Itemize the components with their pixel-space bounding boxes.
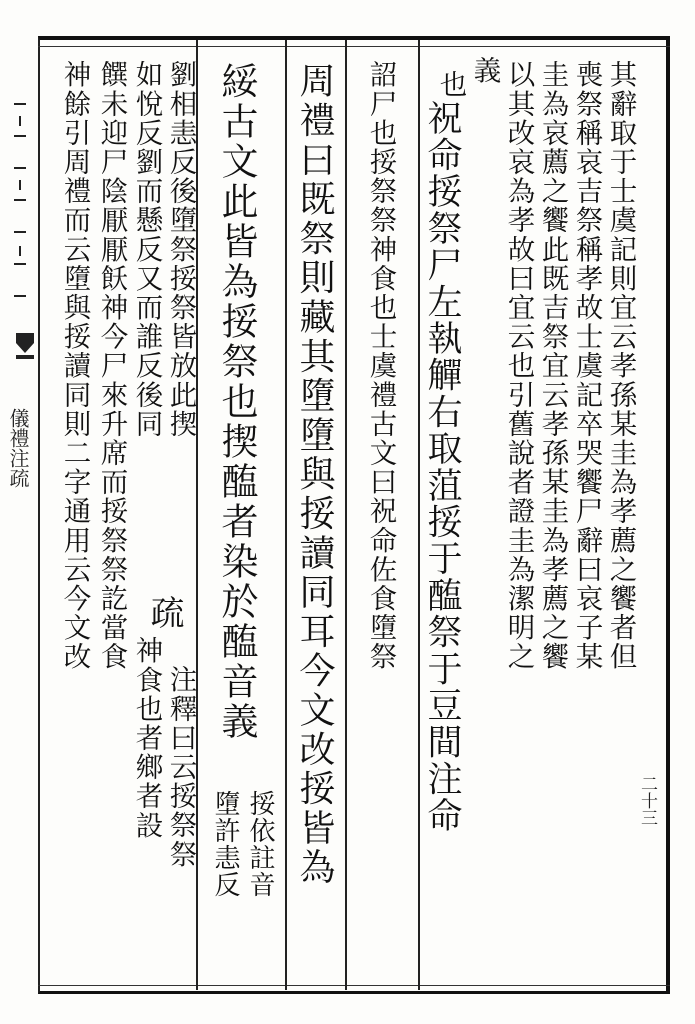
text-column: 其辭取于士虞記則宜云孝孫某圭為孝薦之饗者但 (604, 60, 637, 672)
column-rule (285, 40, 287, 990)
text-column-main: 綏古文此皆為挼祭也揳醢者染於醢音義 (215, 62, 258, 742)
text-column: 饌未迎尸陰厭厭飫神今尸來升席而挼祭祭訖當食 (95, 60, 128, 672)
text-column: 以其改哀為孝故曰宜云也引舊說者證圭為潔明之 (502, 60, 535, 672)
text-column: 義 (468, 56, 501, 86)
annotation-column: 墮許恚反 (210, 790, 240, 898)
fish-tail-mark-icon (14, 331, 36, 361)
text-column: 神食也者鄉者設 (130, 636, 163, 840)
text-column: 神餘引周禮而云墮與挼讀同則二字通用云今文改 (58, 60, 91, 672)
commentary-marker: 疏 (144, 595, 184, 632)
text-column: 注釋曰云挼祭祭 (164, 665, 197, 869)
margin-tick-marks (10, 96, 30, 326)
frame-inner-bottom-rule (38, 985, 670, 986)
text-column: 如悅反劉而懸反又而誰反後同 (130, 60, 163, 439)
text-column: 也 (434, 70, 467, 100)
column-rule (345, 40, 347, 990)
page-number: 二十三 (637, 775, 657, 826)
text-column: 劉相恚反後墮祭挼祭皆放此揳 (164, 60, 197, 439)
column-rule (418, 40, 420, 990)
margin-strip (0, 36, 38, 994)
text-column-main: 周禮曰既祭則藏其墮墮與挼讀同耳今文改挼皆為 (294, 62, 335, 888)
margin-book-title: 儀禮注疏 (6, 408, 30, 488)
annotation-column: 挼依註音 (245, 790, 275, 898)
text-column: 喪祭稱哀吉祭稱孝故士虞記卒哭饗尸辭曰哀子某 (570, 60, 603, 672)
text-column: 圭為哀薦之饗此既吉祭宜云孝孫某圭為孝薦之饗 (536, 60, 569, 672)
text-column: 詔尸也挼祭祭神食也士虞禮古文曰祝命佐食墮祭 (364, 60, 397, 672)
frame-inner-top-rule (38, 46, 670, 47)
text-column-main: 祝命挼祭尸左執觶右取菹挼于醢祭于豆間注命 (422, 100, 462, 834)
